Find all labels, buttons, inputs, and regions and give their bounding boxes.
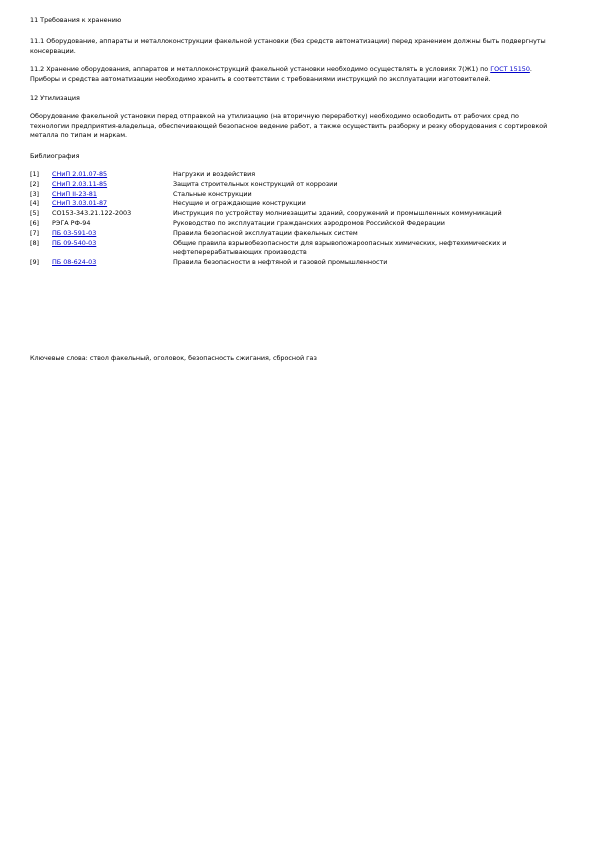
bibliography-reference-cell [52, 190, 173, 200]
bibliography-reference-cell [52, 180, 173, 190]
bibliography-description: Правила безопасной эксплуатации факельных систем [173, 228, 358, 237]
bibliography-reference-cell [52, 229, 173, 239]
bibliography-description: Защита строительных конструкций от коррозии [173, 179, 338, 188]
paragraph-11-1: 11.1 Оборудование, аппараты и металлоконструкции факельной установки (без средств автоматизации) перед хранением должны быть подвергнуты консервации. [30, 36, 546, 55]
bibliography-row [30, 209, 550, 219]
bibliography-row [30, 180, 550, 190]
paragraph-11-2 [30, 65, 550, 85]
bibliography-number: [9] [30, 258, 40, 267]
keywords-line: Ключевые слова: ствол факельный, оголовок, безопасность сжигания, сбросной газ [30, 354, 317, 362]
bibliography-number: [3] [30, 189, 40, 198]
bibliography-reference-cell [52, 170, 173, 180]
bibliography-reference: РЭГА РФ-94 [52, 218, 91, 227]
bibliography-row [30, 190, 550, 200]
section-12-heading: 12 Утилизация [30, 93, 80, 102]
bibliography-title: Библиография [30, 152, 80, 161]
bibliography-description: Правила безопасности в нефтяной и газовой промышленности [173, 258, 388, 267]
bibliography-reference-link[interactable]: ПБ 09-540-03 [52, 238, 97, 247]
bibliography-reference-cell [52, 199, 173, 209]
bibliography-number: [7] [30, 228, 40, 237]
bibliography-number: [8] [30, 238, 40, 247]
bibliography-number: [1] [30, 169, 40, 178]
bibliography-reference-link[interactable]: ПБ 03-591-03 [52, 228, 97, 237]
bibliography-reference-cell [52, 239, 173, 259]
bibliography-reference-link[interactable]: СНиП 2.03.11-85 [52, 179, 108, 188]
bibliography-row [30, 219, 550, 229]
bibliography-reference-link[interactable]: СНиП II-23-81 [52, 189, 97, 198]
bibliography-row [30, 199, 550, 209]
paragraph-12: Оборудование факельной установки перед отправкой на утилизацию (на вторичную переработку) необходимо освободить от рабочих сред по технологии предприятия-владельца, обеспечивающей безопасное ведение работ, а также осуществить разборку и резку оборудования с сортировкой металла по типам и маркам. [30, 111, 548, 140]
bibliography-number: [6] [30, 218, 40, 227]
bibliography-row [30, 229, 550, 239]
bibliography-description: Нагрузки и воздействия [173, 169, 256, 178]
gost-15150-link[interactable]: ГОСТ 15150 [490, 65, 530, 74]
bibliography-description: Руководство по эксплуатации гражданских аэродромов Российской Федерации [173, 218, 445, 227]
bibliography-reference: СО153-343.21.122-2003 [52, 209, 132, 218]
bibliography-description: Инструкция по устройству молниезащиты зданий, сооружений и промышленных коммуникаций [173, 209, 502, 218]
bibliography-row [30, 170, 550, 180]
bibliography-row [30, 258, 550, 268]
bibliography-reference-link[interactable]: СНиП 3.03.01-87 [52, 199, 108, 208]
bibliography-number: [4] [30, 199, 40, 208]
bibliography-number: [5] [30, 209, 40, 218]
bibliography-description: Общие правила взрывобезопасности для взрывопожароопасных химических, нефтехимических и нефтеперерабатывающих производств [173, 238, 507, 257]
bibliography-description: Несущие и ограждающие конструкции [173, 199, 306, 208]
bibliography-description: Стальные конструкции [173, 189, 252, 198]
document-page [30, 16, 550, 268]
bibliography-reference-link[interactable]: ПБ 08-624-03 [52, 258, 97, 267]
paragraph-11-2-text-start: 11.2 Хранение оборудования, аппаратов и металлоконструкций факельной установки необходимо осуществлять в условиях 7(Ж1) по [30, 65, 491, 74]
bibliography-reference-link[interactable]: СНиП 2.01.07-85 [52, 169, 108, 178]
section-11-heading: 11 Требования к хранению [30, 16, 122, 24]
bibliography-row [30, 239, 550, 259]
paragraph-11-2-text-end: . Приборы и средства автоматизации необходимо хранить в соответствии с требованиями инструкций по эксплуатации изготовителей. [30, 65, 532, 84]
bibliography-number: [2] [30, 179, 40, 188]
bibliography-reference-cell [52, 258, 173, 268]
bibliography-table [30, 170, 550, 268]
